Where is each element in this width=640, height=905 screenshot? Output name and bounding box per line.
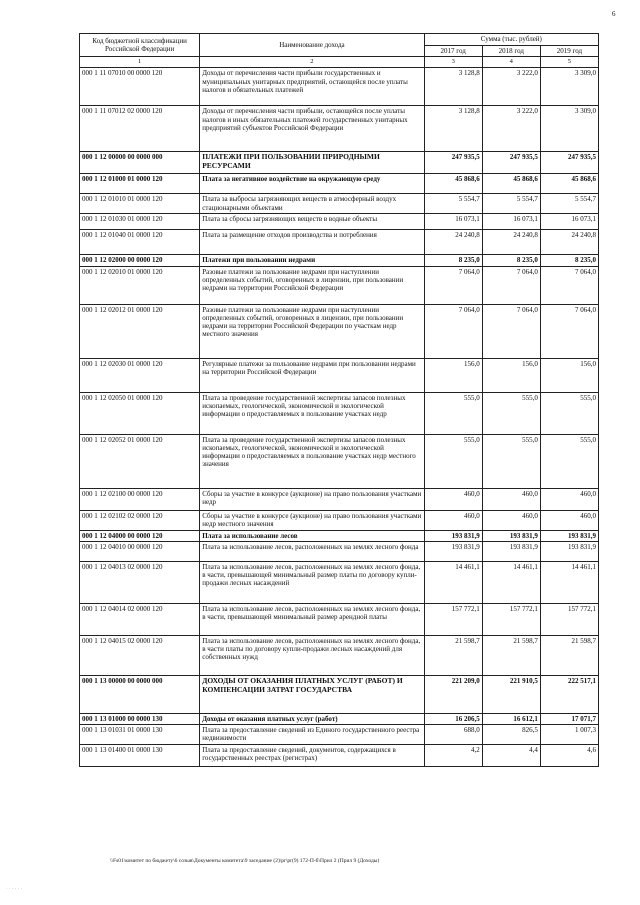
table-row (80, 358, 599, 392)
row-value-2018: 3 222,0 (482, 106, 540, 152)
row-value-2019: 8 235,0 (540, 255, 598, 266)
table-body (80, 68, 599, 766)
row-name: Доходы от оказания платных услуг (работ) (200, 713, 424, 724)
row-code: 000 1 12 01040 01 0000 120 (80, 230, 200, 255)
row-value-2018: 7 064,0 (482, 304, 540, 358)
row-name: Плата за негативное воздействие на окружающую среду (200, 174, 424, 194)
row-name: Плата за использование лесов, расположенных на землях лесного фонда, в части платы по договору купли-продажи лесных насаждений для собственных нужд (200, 635, 424, 675)
row-value-2019: 247 935,5 (540, 152, 598, 174)
row-code: 000 1 12 02052 01 0000 120 (80, 434, 200, 488)
table-row (80, 214, 599, 230)
row-value-2017: 7 064,0 (424, 304, 482, 358)
row-code: 000 1 12 02050 01 0000 120 (80, 392, 200, 434)
row-value-2017: 3 128,8 (424, 68, 482, 106)
row-value-2018: 555,0 (482, 434, 540, 488)
row-name: Плата за проведение государственной экспертизы запасов полезных ископаемых, геологической, экономической и экологической информации о предоставляемых в пользование участках недр (200, 392, 424, 434)
table-row (80, 635, 599, 675)
row-value-2017: 460,0 (424, 510, 482, 530)
row-value-2017: 14 461,1 (424, 561, 482, 603)
row-name: Доходы от перечисления части прибыли, остающейся после уплаты налогов и иных обязательных платежей государственных унитарных предприятий субъектов Российской Федерации (200, 106, 424, 152)
header-index-2: 2 (200, 57, 424, 68)
row-name: Плата за использование лесов, расположенных на землях лесного фонда (200, 541, 424, 561)
row-value-2018: 193 831,9 (482, 530, 540, 541)
row-code: 000 1 13 01031 01 0000 130 (80, 725, 200, 745)
row-code: 000 1 12 02030 01 0000 120 (80, 358, 200, 392)
table-row (80, 510, 599, 530)
row-value-2017: 16 206,5 (424, 713, 482, 724)
table-row (80, 561, 599, 603)
row-value-2019: 157 772,1 (540, 603, 598, 635)
table-row (80, 106, 599, 152)
row-name: Сборы за участие в конкурсе (аукционе) на право пользования участками недр (200, 488, 424, 510)
row-value-2019: 21 598,7 (540, 635, 598, 675)
row-value-2018: 157 772,1 (482, 603, 540, 635)
row-value-2017: 221 209,0 (424, 675, 482, 713)
row-value-2019: 156,0 (540, 358, 598, 392)
row-code: 000 1 12 00000 00 0000 000 (80, 152, 200, 174)
row-value-2018: 826,5 (482, 725, 540, 745)
row-name: Регулярные платежи за пользование недрами при пользовании недрами на территории Российской Федерации (200, 358, 424, 392)
row-value-2019: 7 064,0 (540, 266, 598, 304)
table-row (80, 304, 599, 358)
row-code: 000 1 11 07012 02 0000 120 (80, 106, 200, 152)
row-value-2019: 5 554,7 (540, 194, 598, 214)
row-value-2017: 555,0 (424, 392, 482, 434)
row-code: 000 1 12 01010 01 0000 120 (80, 194, 200, 214)
row-value-2018: 24 240,8 (482, 230, 540, 255)
row-code: 000 1 12 02000 00 0000 120 (80, 255, 200, 266)
row-name: Плата за выбросы загрязняющих веществ в атмосферный воздух стационарными объектами (200, 194, 424, 214)
row-code: 000 1 12 01000 01 0000 120 (80, 174, 200, 194)
row-code: 000 1 12 04013 02 0000 120 (80, 561, 200, 603)
row-value-2018: 555,0 (482, 392, 540, 434)
row-value-2019: 3 309,0 (540, 106, 598, 152)
row-code: 000 1 11 07010 00 0000 120 (80, 68, 200, 106)
row-name: Плата за предоставление сведений, документов, содержащихся в государственных реестрах (регистрах) (200, 744, 424, 766)
table-row (80, 603, 599, 635)
row-value-2017: 247 935,5 (424, 152, 482, 174)
table-row (80, 725, 599, 745)
row-name: Плата за использование лесов (200, 530, 424, 541)
row-value-2017: 688,0 (424, 725, 482, 745)
row-value-2018: 21 598,7 (482, 635, 540, 675)
file-path-footer: \\Fs01\комитет по бюджету\6 созыв\Документы комитета\9 заседание (2)\pr\pr(9) 172-П-б\Прил 2 (Прил 9 (Доходы) (110, 858, 380, 864)
row-name: Плата за использование лесов, расположенных на землях лесного фонда, в части, превышающей минимальный размер платы по договору купли-продажи лесных насаждений (200, 561, 424, 603)
row-value-2018: 460,0 (482, 510, 540, 530)
row-value-2019: 24 240,8 (540, 230, 598, 255)
header-code: Код бюджетной классификации Российской Федерации (80, 34, 200, 57)
row-code: 000 1 12 04010 00 0000 120 (80, 541, 200, 561)
row-name: Разовые платежи за пользование недрами при наступлении определенных событий, оговоренных в лицензии, при пользовании недрами на территории Российской Федерации по участкам недр местного значения (200, 304, 424, 358)
row-value-2019: 555,0 (540, 392, 598, 434)
row-name: Плата за сбросы загрязняющих веществ в водные объекты (200, 214, 424, 230)
row-code: 000 1 12 02010 01 0000 120 (80, 266, 200, 304)
row-value-2018: 14 461,1 (482, 561, 540, 603)
header-name: Наименование дохода (200, 34, 424, 57)
row-value-2018: 16 073,1 (482, 214, 540, 230)
revenue-table (79, 33, 599, 767)
row-name: Плата за проведение государственной экспертизы запасов полезных ископаемых, геологической, экономической и экологической информации о предоставляемых в пользование участках недр местного значения (200, 434, 424, 488)
table-row (80, 174, 599, 194)
row-code: 000 1 12 02102 02 0000 120 (80, 510, 200, 530)
row-value-2018: 3 222,0 (482, 68, 540, 106)
row-value-2018: 156,0 (482, 358, 540, 392)
table-row (80, 68, 599, 106)
header-sum: Сумма (тыс. рублей) (424, 34, 598, 46)
row-value-2018: 45 868,6 (482, 174, 540, 194)
page-number: 6 (612, 10, 616, 18)
row-value-2019: 4,6 (540, 744, 598, 766)
table-row (80, 488, 599, 510)
row-value-2019: 7 064,0 (540, 304, 598, 358)
row-value-2017: 16 073,1 (424, 214, 482, 230)
table-row (80, 152, 599, 174)
row-value-2019: 45 868,6 (540, 174, 598, 194)
row-value-2017: 460,0 (424, 488, 482, 510)
row-name: Сборы за участие в конкурсе (аукционе) на право пользования участками недр местного значения (200, 510, 424, 530)
row-value-2017: 8 235,0 (424, 255, 482, 266)
header-index-5: 5 (540, 57, 598, 68)
row-name: Доходы от перечисления части прибыли государственных и муниципальных унитарных предприятий, остающейся после уплаты налогов и обязательных платежей (200, 68, 424, 106)
row-value-2018: 5 554,7 (482, 194, 540, 214)
row-value-2018: 4,4 (482, 744, 540, 766)
row-code: 000 1 13 01000 00 0000 130 (80, 713, 200, 724)
row-value-2017: 157 772,1 (424, 603, 482, 635)
table-row (80, 675, 599, 713)
row-name: ПЛАТЕЖИ ПРИ ПОЛЬЗОВАНИИ ПРИРОДНЫМИ РЕСУРСАМИ (200, 152, 424, 174)
row-name: Плата за размещение отходов производства и потребления (200, 230, 424, 255)
row-name: Плата за предоставление сведений из Единого государственного реестра недвижимости (200, 725, 424, 745)
table-row (80, 744, 599, 766)
table-row (80, 194, 599, 214)
row-name: Плата за использование лесов, расположенных на землях лесного фонда, в части, превышающей минимальный размер арендной платы (200, 603, 424, 635)
row-value-2019: 3 309,0 (540, 68, 598, 106)
row-value-2018: 16 612,1 (482, 713, 540, 724)
table-row (80, 392, 599, 434)
table-row (80, 713, 599, 724)
table-row (80, 230, 599, 255)
table-row (80, 434, 599, 488)
row-value-2019: 460,0 (540, 488, 598, 510)
row-value-2019: 16 073,1 (540, 214, 598, 230)
row-value-2017: 7 064,0 (424, 266, 482, 304)
row-name: ДОХОДЫ ОТ ОКАЗАНИЯ ПЛАТНЫХ УСЛУГ (РАБОТ) И КОМПЕНСАЦИИ ЗАТРАТ ГОСУДАРСТВА (200, 675, 424, 713)
header-index-3: 3 (424, 57, 482, 68)
header-index-1: 1 (80, 57, 200, 68)
row-code: 000 1 12 02012 01 0000 120 (80, 304, 200, 358)
row-code: 000 1 13 00000 00 0000 000 (80, 675, 200, 713)
row-value-2018: 247 935,5 (482, 152, 540, 174)
row-value-2017: 193 831,9 (424, 530, 482, 541)
header-index-4: 4 (482, 57, 540, 68)
row-value-2019: 222 517,1 (540, 675, 598, 713)
row-name: Платежи при пользовании недрами (200, 255, 424, 266)
row-code: 000 1 12 04000 00 0000 120 (80, 530, 200, 541)
row-value-2017: 5 554,7 (424, 194, 482, 214)
row-value-2017: 193 831,9 (424, 541, 482, 561)
row-value-2018: 221 910,5 (482, 675, 540, 713)
row-value-2018: 7 064,0 (482, 266, 540, 304)
row-value-2019: 1 007,3 (540, 725, 598, 745)
table-row (80, 530, 599, 541)
row-code: 000 1 12 02100 00 0000 120 (80, 488, 200, 510)
row-value-2017: 156,0 (424, 358, 482, 392)
row-value-2017: 3 128,8 (424, 106, 482, 152)
row-code: 000 1 12 01030 01 0000 120 (80, 214, 200, 230)
row-code: 000 1 12 04014 02 0000 120 (80, 603, 200, 635)
row-name: Разовые платежи за пользование недрами при наступлении определенных событий, оговоренных в лицензии, при пользовании недрами на территории Российской Федерации (200, 266, 424, 304)
row-value-2018: 460,0 (482, 488, 540, 510)
row-value-2019: 17 071,7 (540, 713, 598, 724)
header-year-2018: 2018 год (482, 46, 540, 57)
row-value-2019: 193 831,9 (540, 530, 598, 541)
header-year-2019: 2019 год (540, 46, 598, 57)
row-code: 000 1 12 04015 02 0000 120 (80, 635, 200, 675)
row-value-2018: 193 831,9 (482, 541, 540, 561)
row-value-2017: 555,0 (424, 434, 482, 488)
table-row (80, 266, 599, 304)
row-code: 000 1 13 01400 01 0000 130 (80, 744, 200, 766)
table-row (80, 541, 599, 561)
row-value-2017: 24 240,8 (424, 230, 482, 255)
row-value-2019: 14 461,1 (540, 561, 598, 603)
footer-mark: · · · · · · (6, 887, 23, 892)
row-value-2019: 555,0 (540, 434, 598, 488)
row-value-2019: 193 831,9 (540, 541, 598, 561)
row-value-2019: 460,0 (540, 510, 598, 530)
row-value-2017: 4,2 (424, 744, 482, 766)
row-value-2018: 8 235,0 (482, 255, 540, 266)
row-value-2017: 45 868,6 (424, 174, 482, 194)
row-value-2017: 21 598,7 (424, 635, 482, 675)
table-row (80, 255, 599, 266)
header-year-2017: 2017 год (424, 46, 482, 57)
